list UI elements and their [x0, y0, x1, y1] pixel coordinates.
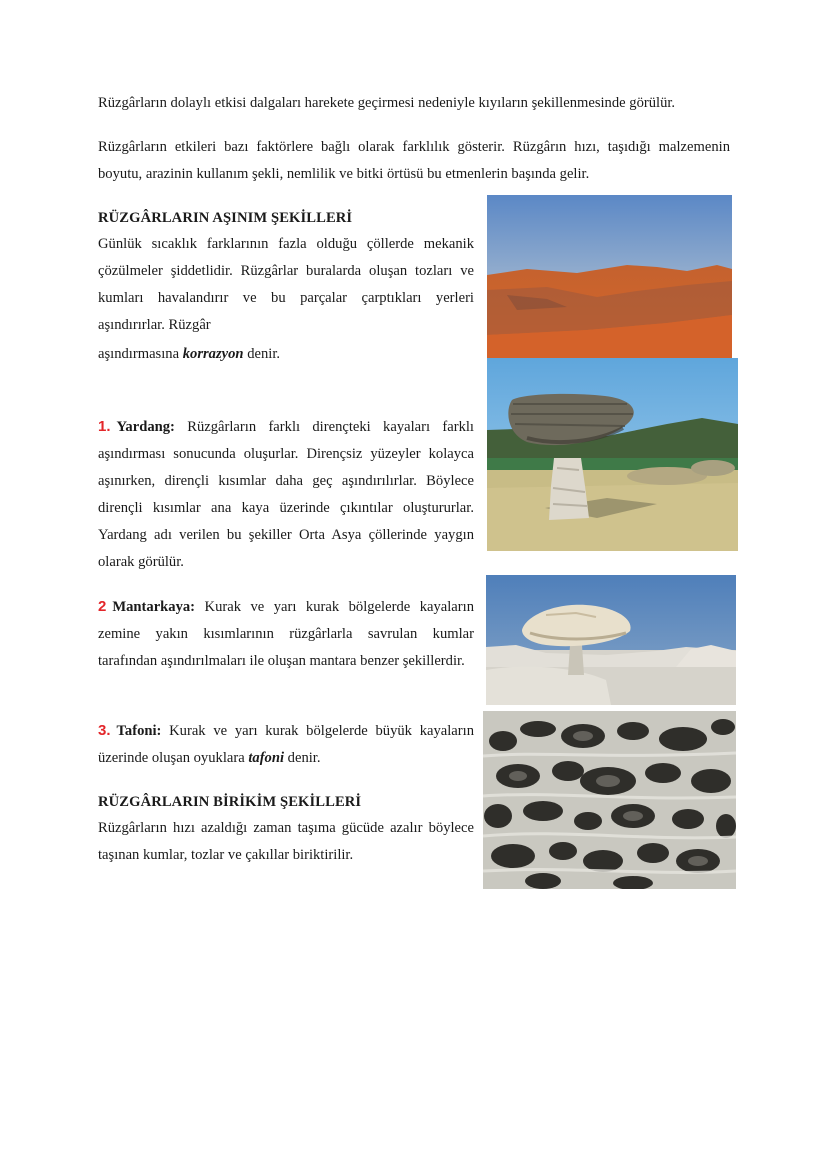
- deposition-body: Rüzgârların hızı azaldığı zaman taşıma gücüde azalır böylece taşınan kumlar, tozlar ve çakıllar biriktirilir.: [98, 820, 474, 863]
- list-item-tafoni: [98, 717, 474, 772]
- korrazyon-term: korrazyon: [182, 346, 244, 362]
- intro-paragraph-1: Rüzgârların dolaylı etkisi dalgaları harekete geçirmesi nedeniyle kıyıların şekillenmesinde görülür.: [98, 95, 676, 111]
- item-term: Tafoni:: [116, 723, 162, 739]
- intro-paragraph-2: Rüzgârların etkileri bazı faktörlere bağlı olarak farklılık gösterir. Rüzgârın hızı, taşıdığı malzemenin boyutu, arazinin kullanım şekli, nemlilik ve bitki örtüsü bu etmenlerin başında gelir.: [98, 139, 730, 182]
- erosion-body-prefix: aşındırmasına: [98, 346, 183, 362]
- list-item-yardang: [98, 413, 474, 576]
- mushroom-rock-photo: [486, 575, 736, 705]
- yardang-rock-photo: [487, 358, 738, 551]
- item-term: Yardang:: [116, 419, 175, 435]
- desert-dunes-photo: [487, 195, 732, 358]
- tafoni-term: tafoni: [248, 750, 285, 766]
- erosion-body-suffix: denir.: [243, 346, 281, 362]
- item-text: Kurak ve yarı kurak bölgelerde kayaların zemine yakın kısımlarının rüzgârlarla savrulan kumlar tarafından aşındırılmaları ile oluşan mantara benzer şekillerdir.: [98, 599, 474, 669]
- item-text-prefix: Kurak ve yarı kurak bölgelerde büyük kayaların üzerinde oluşan oyuklara: [98, 723, 474, 766]
- item-number: 1.: [98, 418, 111, 435]
- erosion-heading: RÜZGÂRLARIN AŞINIM ŞEKİLLERİ: [98, 210, 353, 226]
- erosion-body-continued: [98, 341, 474, 368]
- item-number: 2: [98, 598, 107, 615]
- item-number: 3.: [98, 722, 111, 739]
- item-text-suffix: denir.: [284, 750, 321, 766]
- list-item-mantarkaya: [98, 593, 474, 675]
- deposition-heading: RÜZGÂRLARIN BİRİKİM ŞEKİLLERİ: [98, 794, 362, 810]
- tafoni-rock-photo: [483, 711, 736, 889]
- item-text: Rüzgârların farklı dirençteki kayaları farklı aşındırması sonucunda oluşurlar. Dirençsiz yüzeyler kolayca aşınırken, dirençli kısımlar daha geç aşındırılırlar. Böylece dirençli kısımlar ana kaya üzerinde çıkıntılar oluştururlar. Yardang adı verilen bu şekiller Orta Asya çöllerinde yaygın olarak görülür.: [98, 419, 474, 570]
- erosion-body: Günlük sıcaklık farklarının fazla olduğu çöllerde mekanik çözülmeler şiddetlidir. Rüzgârlar buralarda oluşan tozları ve kumları havalandırır ve bu parçalar çarptıkları yerleri aşındırırlar. Rüzgâr: [98, 236, 474, 333]
- item-term: Mantarkaya:: [112, 599, 196, 615]
